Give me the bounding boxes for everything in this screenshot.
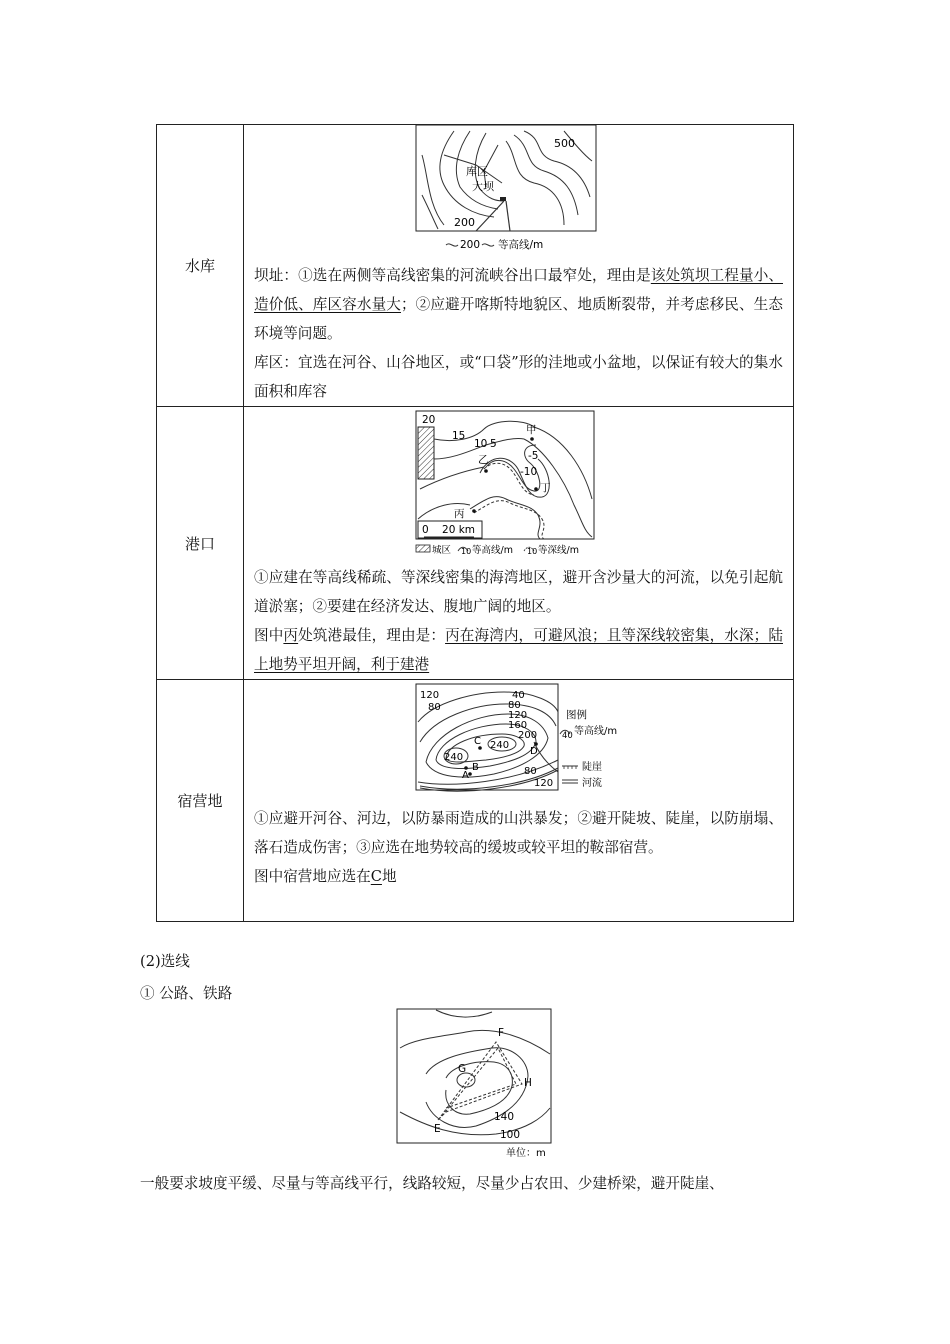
- reservoir-area-text: 库区：宜选在河谷、山谷地区，或“口袋”形的洼地或小盆地，以保证有较大的集水面积和库容: [254, 354, 783, 400]
- port-legend-contour: 等高线/m: [471, 545, 513, 556]
- port-answer-c: 处筑港最佳，理由是：: [298, 627, 446, 644]
- reservoir-legend-value: 200: [459, 239, 480, 251]
- port-contour-label: 10: [473, 438, 487, 450]
- campsite-contour-label: 80: [523, 766, 537, 777]
- table-row-reservoir: [157, 125, 794, 407]
- port-contour-label: 5: [489, 438, 497, 450]
- section-body-text: 一般要求坡度平缓、尽量与等高线平行，线路较短，尽量少占农田、少建桥梁，避开陡崖、: [140, 1175, 724, 1192]
- port-legend-num: 10: [460, 547, 471, 556]
- table-row-port: [157, 407, 794, 680]
- port-depth-label: -10: [519, 466, 537, 478]
- site-selection-table: [156, 124, 794, 922]
- campsite-contour-label: 40: [511, 690, 525, 701]
- campsite-contour-label: 80: [507, 700, 521, 711]
- campsite-contour-label: 80: [427, 702, 441, 713]
- point-label-a: A: [461, 770, 469, 781]
- row-content-reservoir: [244, 125, 794, 407]
- reservoir-contour-label: 500: [553, 137, 575, 150]
- point-label-b: B: [471, 762, 479, 773]
- section-subheading: ① 公路、铁路: [140, 985, 233, 1002]
- reservoir-legend-label: 等高线/m: [497, 239, 543, 251]
- port-contour-map: [414, 409, 624, 557]
- route-point-e: E: [434, 1123, 441, 1135]
- port-scale: 0 20 km: [421, 524, 475, 536]
- place-label-bing: 丙: [453, 508, 464, 520]
- campsite-contour-label: 160: [507, 720, 527, 731]
- port-legend-depth: 等深线/m: [537, 545, 579, 556]
- campsite-answer-c: 地: [381, 868, 397, 885]
- port-contour-label: 20: [421, 414, 435, 426]
- campsite-contour-label: 120: [507, 710, 527, 721]
- campsite-contour-map: [414, 682, 624, 798]
- point-label-d: D: [529, 746, 538, 757]
- campsite-answer-a: 图中宿营地应选在: [254, 868, 371, 885]
- table-row-campsite: [157, 680, 794, 922]
- dam-site-prefix: 坝址：①选在两侧等高线密集的河流峡谷出口最窄处，理由是: [254, 267, 651, 284]
- dam-site-suffix: ；②应避开喀斯特地貌区、地质断裂带，并考虑移民、生态环境等问题。: [254, 296, 783, 342]
- campsite-legend-num: 40: [561, 731, 573, 741]
- campsite-contour-label: 200: [517, 730, 537, 741]
- campsite-answer-site: C: [370, 868, 382, 885]
- reservoir-area-label: 库区: [465, 165, 488, 178]
- route-point-g: G: [458, 1063, 467, 1075]
- dam-site-reason: 该处筑坝工程量小、造价低、库区容水量大: [254, 267, 783, 313]
- campsite-legend-title: 图例: [565, 709, 587, 721]
- campsite-contour-label: 240: [443, 752, 463, 763]
- campsite-principle-text: ①应避开河谷、河边，以防暴雨造成的山洪暴发；②避开陡坡、陡崖，以防崩塌、落石造成伤害；③应选在地势较高的缓坡或较平坦的鞍部宿营。: [254, 810, 783, 856]
- place-label-yi: 乙: [477, 454, 488, 466]
- point-label-c: C: [473, 736, 481, 747]
- row-content-port: [244, 407, 794, 680]
- port-answer-site: 丙: [283, 627, 299, 644]
- port-legend-num: 10: [526, 547, 537, 556]
- row-label-port: 港口: [157, 407, 244, 680]
- port-answer-text: [254, 621, 783, 679]
- route-point-h: H: [524, 1077, 532, 1089]
- route-contour-label: 100: [500, 1129, 521, 1141]
- campsite-contour-label: 240: [489, 740, 509, 751]
- row-label-reservoir: 水库: [157, 125, 244, 407]
- dam-label: 大坝: [471, 180, 494, 193]
- route-contour-map: [396, 1008, 556, 1160]
- route-unit-label: 单位：m: [506, 1148, 546, 1159]
- route-contour-label: 140: [494, 1111, 515, 1123]
- route-point-f: F: [498, 1027, 505, 1039]
- campsite-contour-label: 120: [533, 778, 553, 789]
- campsite-contour-label: 120: [419, 690, 439, 701]
- dam-site-text: [254, 261, 783, 348]
- row-content-campsite: [244, 680, 794, 922]
- reservoir-contour-map: [414, 125, 624, 251]
- reservoir-contour-label: 200: [453, 216, 475, 229]
- campsite-legend-river: 河流: [581, 778, 602, 789]
- port-principle-text: ①应建在等高线稀疏、等深线密集的海湾地区，避开含沙量大的河流，以免引起航道淤塞；②要建在经济发达、腹地广阔的地区。: [254, 569, 783, 615]
- campsite-legend-contour: 等高线/m: [573, 726, 617, 737]
- campsite-legend-cliff: 陡崖: [581, 762, 602, 773]
- place-label-ding: 丁: [539, 482, 550, 494]
- port-answer-reason: 丙在海湾内，可避风浪；且等深线较密集，水深；陆上地势平坦开阔，利于建港: [254, 627, 783, 673]
- place-label-jia: 甲: [525, 424, 536, 436]
- port-contour-label: 15: [451, 430, 465, 442]
- row-label-campsite: 宿营地: [157, 680, 244, 922]
- campsite-answer-text: [254, 862, 783, 891]
- port-answer-a: 图中: [254, 627, 284, 644]
- port-depth-label: -5: [527, 450, 538, 462]
- section-heading: (2)选线: [140, 953, 190, 970]
- port-legend-city: 城区: [431, 545, 451, 556]
